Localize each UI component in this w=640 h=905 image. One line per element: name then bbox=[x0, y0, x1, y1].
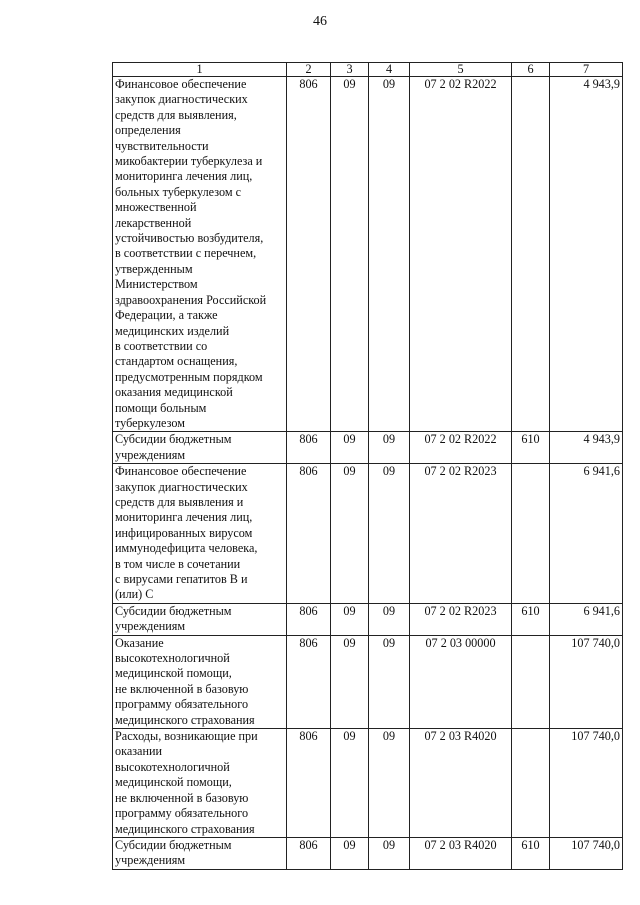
item-name-line: оказания медицинской bbox=[115, 385, 233, 400]
section-cell: 09 bbox=[331, 77, 369, 432]
item-name-line: закупок диагностических bbox=[115, 92, 248, 107]
item-name-cell bbox=[113, 837, 287, 869]
item-name-line: Субсидии бюджетным bbox=[115, 603, 232, 618]
item-name-line: Федерации, а также bbox=[115, 308, 218, 323]
table-row bbox=[113, 729, 623, 838]
subsection-cell: 09 bbox=[369, 635, 410, 728]
column-header-1: 1 bbox=[113, 63, 287, 77]
column-header-2: 2 bbox=[287, 63, 331, 77]
item-name-line: стандартом оснащения, bbox=[115, 354, 238, 369]
item-name-line: учреждениям bbox=[115, 619, 186, 634]
subsection-cell: 09 bbox=[369, 837, 410, 869]
expense-type-cell bbox=[512, 635, 550, 728]
target-article-cell: 07 2 03 R4020 bbox=[410, 837, 512, 869]
item-name-line: иммунодефицита человека, bbox=[115, 541, 258, 556]
item-name-line: с вирусами гепатитов В и bbox=[115, 572, 248, 586]
item-name-line: высокотехнологичной bbox=[115, 759, 230, 774]
table-row bbox=[113, 603, 623, 635]
item-name-line: средств для выявления и bbox=[115, 494, 244, 509]
code-cell: 806 bbox=[287, 603, 331, 635]
item-name-line: медицинской помощи, bbox=[115, 775, 232, 790]
table-row bbox=[113, 464, 623, 604]
item-name-line: в соответствии с перечнем, bbox=[115, 246, 257, 261]
amount-cell: 107 740,0 bbox=[550, 729, 623, 838]
subsection-cell: 09 bbox=[369, 432, 410, 464]
subsection-cell: 09 bbox=[369, 603, 410, 635]
item-name-line: медицинской помощи, bbox=[115, 666, 232, 681]
column-header-6: 6 bbox=[512, 63, 550, 77]
item-name-cell bbox=[113, 729, 287, 838]
table-header-row bbox=[113, 63, 623, 77]
item-name-line: медицинских изделий bbox=[115, 323, 230, 338]
item-name-line: программу обязательного bbox=[115, 697, 249, 712]
column-header-4: 4 bbox=[369, 63, 410, 77]
item-name-cell bbox=[113, 603, 287, 635]
item-name-line: Оказание bbox=[115, 635, 164, 650]
item-name-line: мониторинга лечения лиц, bbox=[115, 169, 253, 184]
item-name-line: (или) С bbox=[115, 587, 154, 602]
page-number: 46 bbox=[313, 14, 327, 29]
target-article-cell: 07 2 02 R2022 bbox=[410, 77, 512, 432]
item-name-line: определения bbox=[115, 123, 181, 138]
table-body bbox=[113, 77, 623, 870]
item-name-line: в том числе в сочетании bbox=[115, 556, 241, 571]
amount-cell: 4 943,9 bbox=[550, 432, 623, 464]
item-name-line: программу обязательного bbox=[115, 806, 249, 821]
target-article-cell: 07 2 03 00000 bbox=[410, 635, 512, 728]
section-cell: 09 bbox=[331, 603, 369, 635]
table-row bbox=[113, 77, 623, 432]
item-name-line: высокотехнологичной bbox=[115, 651, 230, 666]
budget-table bbox=[112, 62, 623, 870]
section-cell: 09 bbox=[331, 729, 369, 838]
item-name-line: Министерством bbox=[115, 277, 198, 292]
item-name-line: туберкулезом bbox=[115, 415, 185, 430]
item-name-line: микобактерии туберкулеза и bbox=[115, 154, 263, 169]
section-cell: 09 bbox=[331, 837, 369, 869]
item-name-cell bbox=[113, 464, 287, 604]
item-name-line: средств для выявления, bbox=[115, 107, 237, 122]
subsection-cell: 09 bbox=[369, 77, 410, 432]
item-name-line: Финансовое обеспечение bbox=[115, 464, 247, 479]
amount-cell: 6 941,6 bbox=[550, 603, 623, 635]
item-name-line: мониторинга лечения лиц, bbox=[115, 510, 253, 525]
code-cell: 806 bbox=[287, 464, 331, 604]
item-name-line: не включенной в базовую bbox=[115, 790, 249, 805]
item-name-line: учреждениям bbox=[115, 447, 186, 462]
expense-type-cell bbox=[512, 729, 550, 838]
table-row bbox=[113, 432, 623, 464]
column-header-7: 7 bbox=[550, 63, 623, 77]
section-cell: 09 bbox=[331, 635, 369, 728]
item-name-line: медицинского страхования bbox=[115, 712, 255, 727]
target-article-cell: 07 2 02 R2023 bbox=[410, 464, 512, 604]
section-cell: 09 bbox=[331, 432, 369, 464]
table-row bbox=[113, 837, 623, 869]
column-header-3: 3 bbox=[331, 63, 369, 77]
amount-cell: 4 943,9 bbox=[550, 77, 623, 432]
column-header-5: 5 bbox=[410, 63, 512, 77]
item-name-line: оказании bbox=[115, 744, 163, 759]
target-article-cell: 07 2 03 R4020 bbox=[410, 729, 512, 838]
item-name-line: учреждениям bbox=[115, 853, 186, 868]
code-cell: 806 bbox=[287, 729, 331, 838]
expense-type-cell: 610 bbox=[512, 432, 550, 464]
table-row bbox=[113, 635, 623, 728]
code-cell: 806 bbox=[287, 837, 331, 869]
code-cell: 806 bbox=[287, 635, 331, 728]
subsection-cell: 09 bbox=[369, 729, 410, 838]
amount-cell: 107 740,0 bbox=[550, 635, 623, 728]
item-name-line: больных туберкулезом с bbox=[115, 184, 241, 199]
item-name-line: не включенной в базовую bbox=[115, 681, 249, 696]
expense-type-cell bbox=[512, 77, 550, 432]
amount-cell: 6 941,6 bbox=[550, 464, 623, 604]
item-name-line: помощи больным bbox=[115, 400, 207, 415]
item-name-line: чувствительности bbox=[115, 138, 209, 153]
item-name-line: инфицированных вирусом bbox=[115, 525, 253, 540]
subsection-cell: 09 bbox=[369, 464, 410, 604]
item-name-line: Субсидии бюджетным bbox=[115, 432, 232, 447]
code-cell: 806 bbox=[287, 432, 331, 464]
item-name-line: множественной bbox=[115, 200, 197, 215]
item-name-cell bbox=[113, 635, 287, 728]
item-name-line: предусмотренным порядком bbox=[115, 369, 263, 384]
item-name-line: в соответствии со bbox=[115, 338, 208, 353]
item-name-line: закупок диагностических bbox=[115, 479, 248, 494]
target-article-cell: 07 2 02 R2023 bbox=[410, 603, 512, 635]
item-name-line: утвержденным bbox=[115, 261, 193, 276]
item-name-line: устойчивостью возбудителя, bbox=[115, 231, 264, 246]
item-name-line: лекарственной bbox=[115, 215, 192, 230]
amount-cell: 107 740,0 bbox=[550, 837, 623, 869]
expense-type-cell: 610 bbox=[512, 603, 550, 635]
item-name-line: Субсидии бюджетным bbox=[115, 837, 232, 852]
expense-type-cell bbox=[512, 464, 550, 604]
item-name-line: Расходы, возникающие при bbox=[115, 729, 258, 744]
expense-type-cell: 610 bbox=[512, 837, 550, 869]
item-name-line: медицинского страхования bbox=[115, 821, 255, 836]
item-name-cell bbox=[113, 77, 287, 432]
code-cell: 806 bbox=[287, 77, 331, 432]
item-name-line: здравоохранения Российской bbox=[115, 292, 267, 307]
item-name-cell bbox=[113, 432, 287, 464]
target-article-cell: 07 2 02 R2022 bbox=[410, 432, 512, 464]
item-name-line: Финансовое обеспечение bbox=[115, 77, 247, 91]
section-cell: 09 bbox=[331, 464, 369, 604]
